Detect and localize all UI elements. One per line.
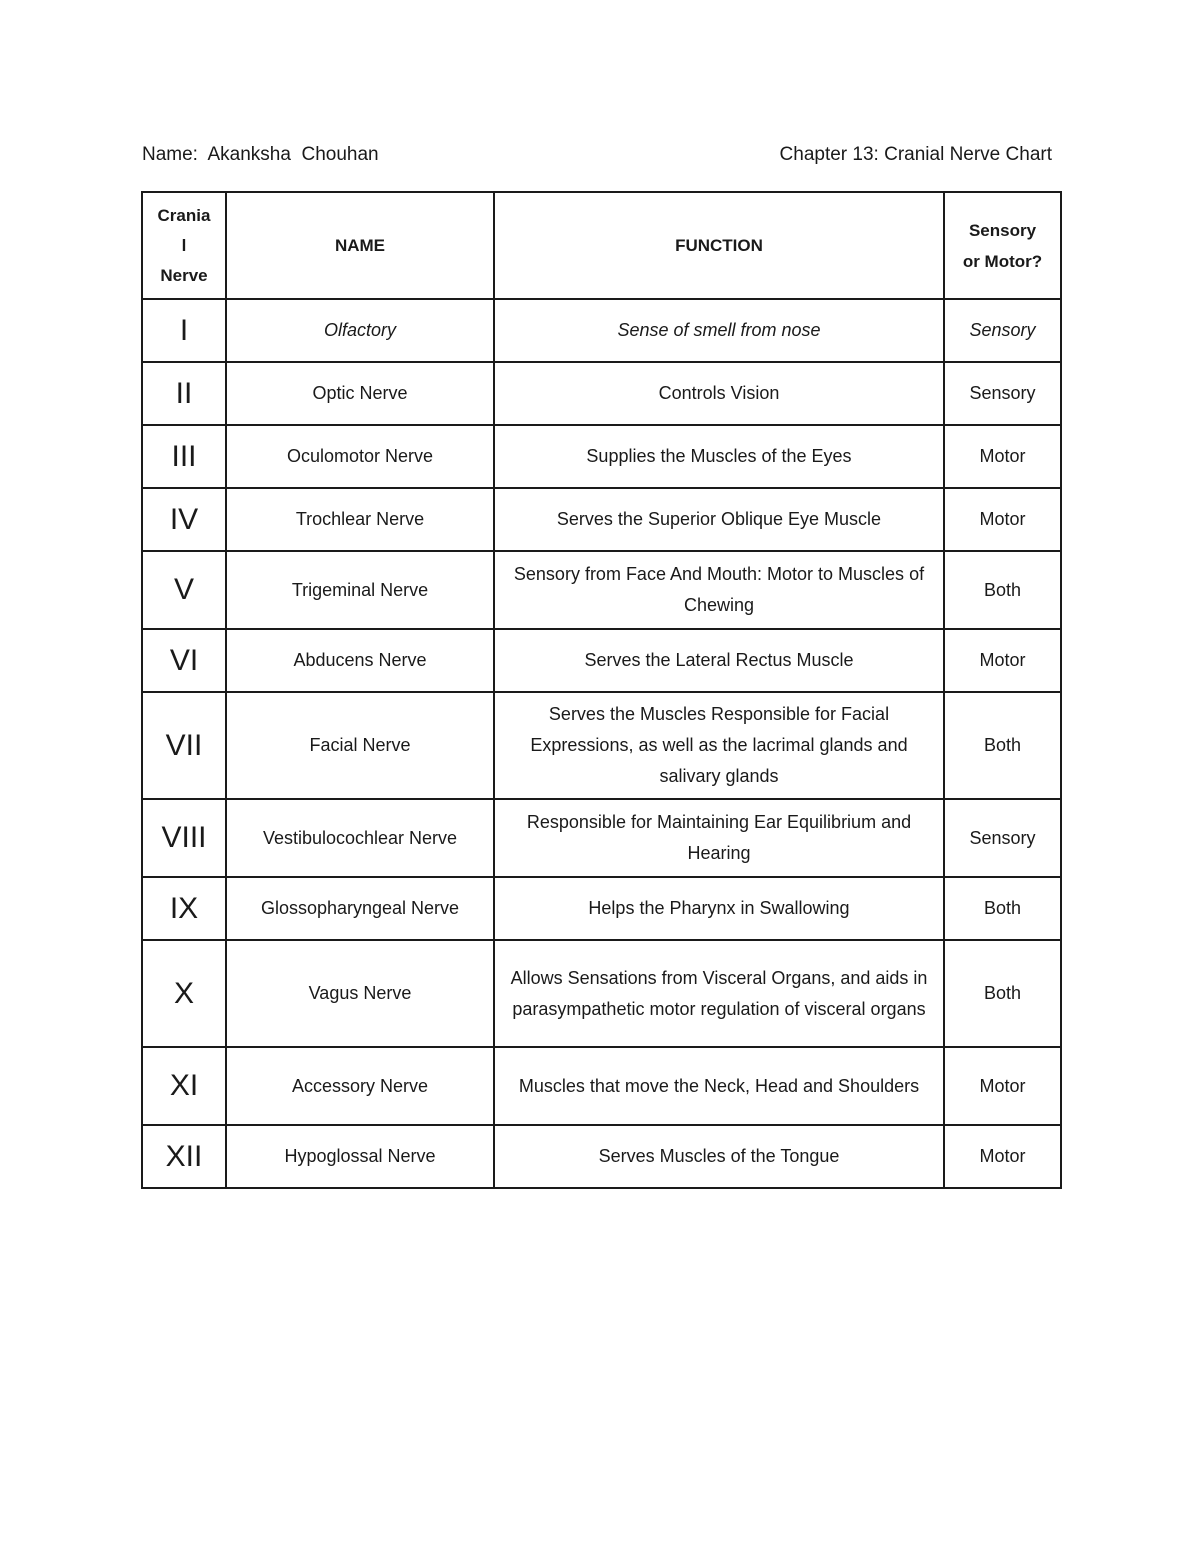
nerve-name: Oculomotor Nerve	[226, 425, 494, 488]
nerve-numeral: IX	[142, 877, 226, 940]
nerve-numeral: II	[142, 362, 226, 425]
column-header-cranial-nerve	[142, 192, 226, 299]
nerve-numeral: VII	[142, 692, 226, 799]
nerve-numeral: I	[142, 299, 226, 362]
nerve-numeral: XII	[142, 1125, 226, 1188]
nerve-name: Olfactory	[226, 299, 494, 362]
nerve-function: Supplies the Muscles of the Eyes	[494, 425, 944, 488]
nerve-function: Serves Muscles of the Tongue	[494, 1125, 944, 1188]
nerve-name: Trigeminal Nerve	[226, 551, 494, 629]
column-header-cranial-nerve-line2: l	[181, 235, 187, 255]
nerve-function: Responsible for Maintaining Ear Equilibrium and Hearing	[494, 799, 944, 877]
nerve-function: Allows Sensations from Visceral Organs, and aids in parasympathetic motor regulation of visceral organs	[494, 940, 944, 1047]
nerve-type: Motor	[944, 425, 1061, 488]
column-header-cranial-nerve-line1: Crania	[157, 205, 211, 225]
nerve-type: Motor	[944, 1047, 1061, 1125]
table-row	[142, 299, 1061, 362]
table-row	[142, 692, 1061, 799]
table-header-row	[142, 192, 1061, 299]
nerve-function: Controls Vision	[494, 362, 944, 425]
nerve-type: Sensory	[944, 362, 1061, 425]
nerve-function: Serves the Superior Oblique Eye Muscle	[494, 488, 944, 551]
column-header-function: FUNCTION	[494, 192, 944, 299]
nerve-numeral: X	[142, 940, 226, 1047]
nerve-name: Glossopharyngeal Nerve	[226, 877, 494, 940]
nerve-type: Both	[944, 551, 1061, 629]
nerve-name: Abducens Nerve	[226, 629, 494, 692]
nerve-type: Sensory	[944, 299, 1061, 362]
table-row	[142, 1047, 1061, 1125]
nerve-type: Motor	[944, 629, 1061, 692]
nerve-numeral: IV	[142, 488, 226, 551]
column-header-sensory-or-motor	[944, 192, 1061, 299]
nerve-name: Hypoglossal Nerve	[226, 1125, 494, 1188]
nerve-function: Helps the Pharynx in Swallowing	[494, 877, 944, 940]
table-row	[142, 488, 1061, 551]
table-row	[142, 940, 1061, 1047]
table-row	[142, 362, 1061, 425]
nerve-type: Motor	[944, 488, 1061, 551]
nerve-function: Serves the Muscles Responsible for Facial Expressions, as well as the lacrimal glands and salivary glands	[494, 692, 944, 799]
nerve-numeral: XI	[142, 1047, 226, 1125]
column-header-sensory-or-motor-line2: or Motor?	[962, 251, 1043, 271]
table-row	[142, 551, 1061, 629]
table-row	[142, 425, 1061, 488]
cranial-nerve-table	[141, 191, 1062, 1189]
nerve-name: Facial Nerve	[226, 692, 494, 799]
column-header-cranial-nerve-line3: Nerve	[160, 265, 208, 285]
nerve-type: Both	[944, 692, 1061, 799]
nerve-numeral: VI	[142, 629, 226, 692]
table-row	[142, 877, 1061, 940]
nerve-function: Sensory from Face And Mouth: Motor to Muscles of Chewing	[494, 551, 944, 629]
nerve-numeral: III	[142, 425, 226, 488]
column-header-sensory-or-motor-line1: Sensory	[968, 220, 1037, 240]
nerve-name: Optic Nerve	[226, 362, 494, 425]
table-row	[142, 799, 1061, 877]
nerve-type: Sensory	[944, 799, 1061, 877]
nerve-name: Trochlear Nerve	[226, 488, 494, 551]
student-name: Name: Akanksha Chouhan	[142, 144, 379, 165]
nerve-function: Sense of smell from nose	[494, 299, 944, 362]
chapter-title: Chapter 13: Cranial Nerve Chart	[779, 144, 1052, 165]
column-header-name: NAME	[226, 192, 494, 299]
nerve-type: Both	[944, 940, 1061, 1047]
nerve-numeral: VIII	[142, 799, 226, 877]
page-header	[142, 142, 1052, 170]
table-row	[142, 629, 1061, 692]
nerve-name: Vagus Nerve	[226, 940, 494, 1047]
nerve-name: Accessory Nerve	[226, 1047, 494, 1125]
nerve-function: Muscles that move the Neck, Head and Shoulders	[494, 1047, 944, 1125]
nerve-function: Serves the Lateral Rectus Muscle	[494, 629, 944, 692]
nerve-type: Motor	[944, 1125, 1061, 1188]
table-row	[142, 1125, 1061, 1188]
nerve-type: Both	[944, 877, 1061, 940]
nerve-name: Vestibulocochlear Nerve	[226, 799, 494, 877]
nerve-numeral: V	[142, 551, 226, 629]
